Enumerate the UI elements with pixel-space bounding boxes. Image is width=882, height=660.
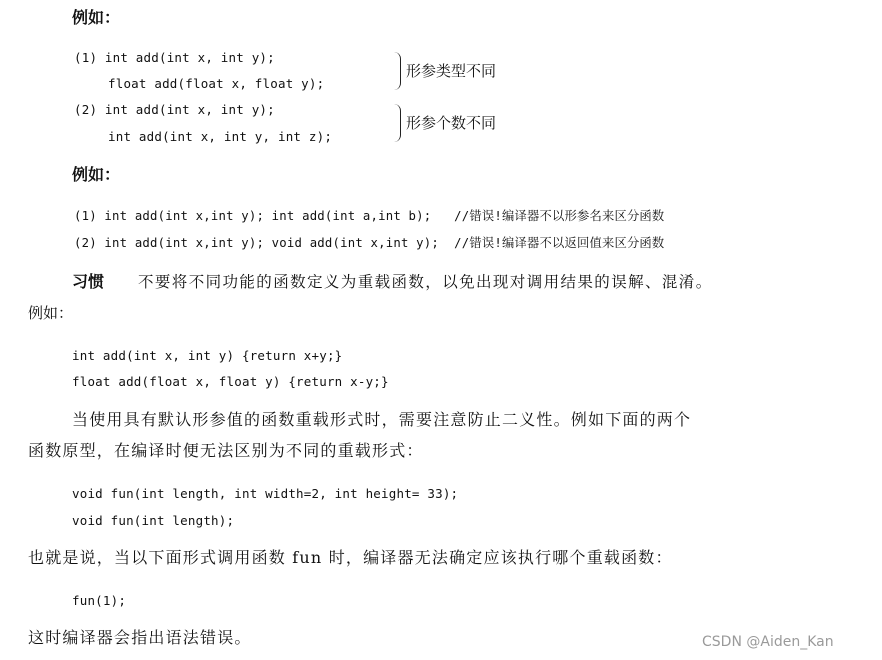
paragraph-line: 当使用具有默认形参值的函数重载形式时，需要注意防止二义性。例如下面的两个 bbox=[72, 410, 692, 429]
habit-label: 习惯 bbox=[72, 272, 105, 291]
code-line: void fun(int length, int width=2, int height= 33); bbox=[72, 486, 459, 501]
code-line: int add(int x, int y, int z); bbox=[108, 129, 333, 144]
code-line: float add(float x, float y); bbox=[108, 76, 325, 91]
code-line: (1) int add(int x, int y); bbox=[74, 50, 275, 65]
conclusion-text: 这时编译器会指出语法错误。 bbox=[28, 628, 252, 647]
paragraph-line: 也就是说，当以下面形式调用函数 fun 时，编译器无法确定应该执行哪个重载函数： bbox=[28, 548, 673, 567]
watermark: CSDN @Aiden_Kan bbox=[702, 634, 834, 650]
habit-text: 不要将不同功能的函数定义为重载函数，以免出现对调用结果的误解、混淆。 bbox=[138, 273, 713, 291]
code-line: (2) int add(int x, int y); bbox=[74, 102, 275, 117]
example-label: 例如： bbox=[72, 8, 121, 27]
annotation-note: 形参个数不同 bbox=[406, 114, 497, 132]
annotation-note: 形参类型不同 bbox=[406, 62, 497, 80]
code-line: fun(1); bbox=[72, 593, 127, 608]
code-line: float add(float x, float y) {return x-y;} bbox=[72, 374, 389, 389]
code-line: int add(int x, int y) {return x+y;} bbox=[72, 348, 343, 363]
right-brace-icon bbox=[394, 52, 401, 90]
code-line: (1) int add(int x,int y); int add(int a,int b); //错误!编译器不以形参名来区分函数 bbox=[74, 209, 665, 223]
code-line: void fun(int length); bbox=[72, 513, 235, 528]
example-label: 例如： bbox=[72, 165, 121, 184]
example-label: 例如： bbox=[28, 304, 74, 322]
right-brace-icon bbox=[394, 104, 401, 142]
paragraph-line: 函数原型，在编译时便无法区别为不同的重载形式： bbox=[28, 441, 424, 460]
code-line: (2) int add(int x,int y); void add(int x,int y); //错误!编译器不以返回值来区分函数 bbox=[74, 236, 665, 250]
